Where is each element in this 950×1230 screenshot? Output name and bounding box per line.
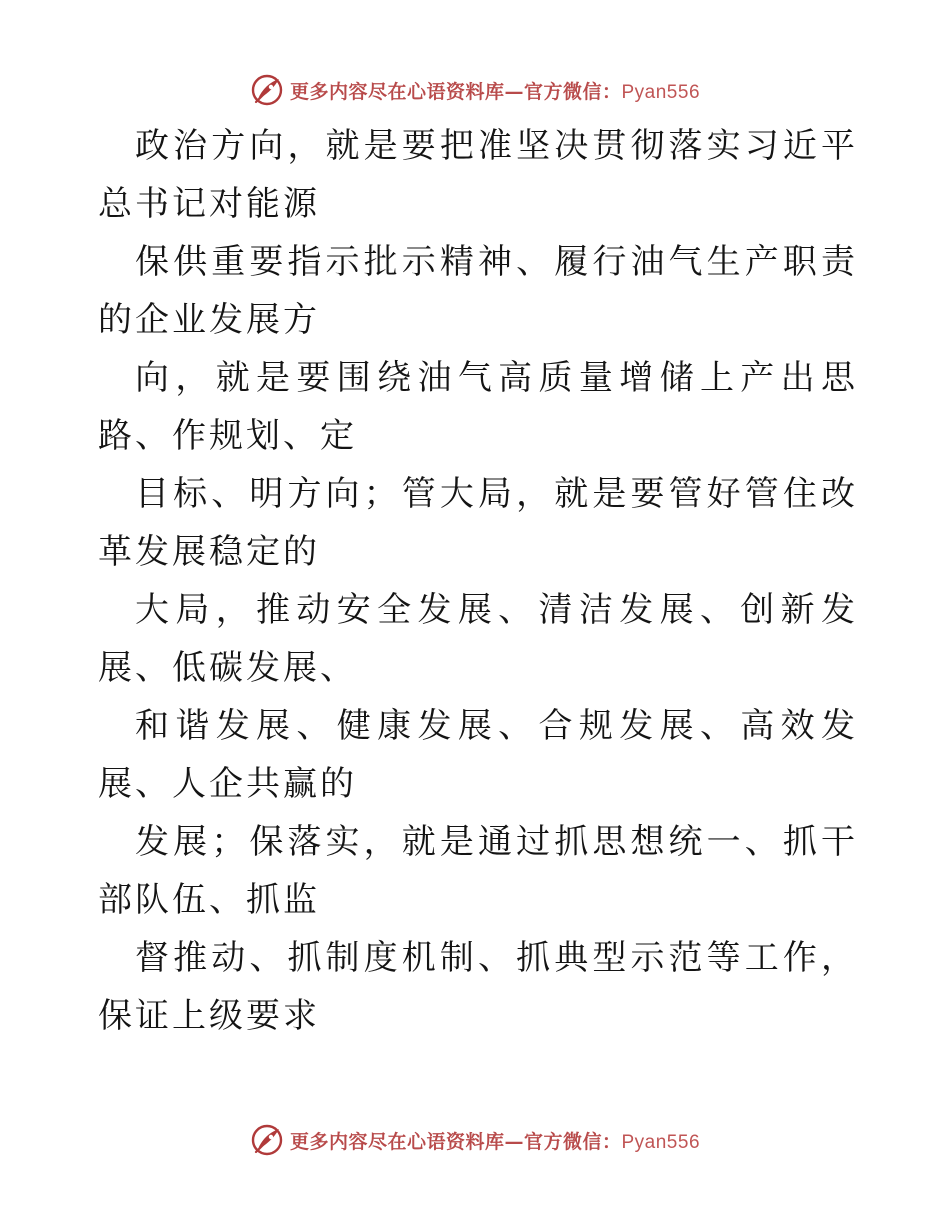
paragraph: 保供重要指示批示精神、履行油气生产职责的企业发展方	[98, 242, 858, 340]
feather-pen-logo-icon	[250, 1123, 284, 1157]
feather-pen-logo-icon	[250, 73, 284, 107]
watermark-text	[290, 1127, 700, 1154]
paragraph: 政治方向，就是要把准坚决贯彻落实习近平总书记对能源	[98, 126, 858, 224]
paragraph: 和谐发展、健康发展、合规发展、高效发展、人企共赢的	[98, 706, 858, 804]
document-body	[98, 117, 858, 1045]
paragraph: 督推动、抓制度机制、抓典型示范等工作，保证上级要求	[98, 938, 858, 1036]
watermark-main-text: 更多内容尽在心语资料库—官方微信：	[289, 1130, 622, 1153]
paragraph: 大局，推动安全发展、清洁发展、创新发展、低碳发展、	[98, 590, 858, 688]
watermark-wechat-id: Pyan556	[621, 81, 701, 103]
header-watermark	[0, 70, 950, 110]
watermark-wechat-id: Pyan556	[621, 1131, 701, 1153]
watermark-main-text: 更多内容尽在心语资料库—官方微信：	[289, 80, 622, 103]
paragraph: 发展；保落实，就是通过抓思想统一、抓干部队伍、抓监	[98, 822, 858, 920]
paragraph: 目标、明方向；管大局，就是要管好管住改革发展稳定的	[98, 474, 858, 572]
footer-watermark	[0, 1120, 950, 1160]
paragraph: 向，就是要围绕油气高质量增储上产出思路、作规划、定	[98, 358, 858, 456]
watermark-text	[290, 77, 700, 104]
